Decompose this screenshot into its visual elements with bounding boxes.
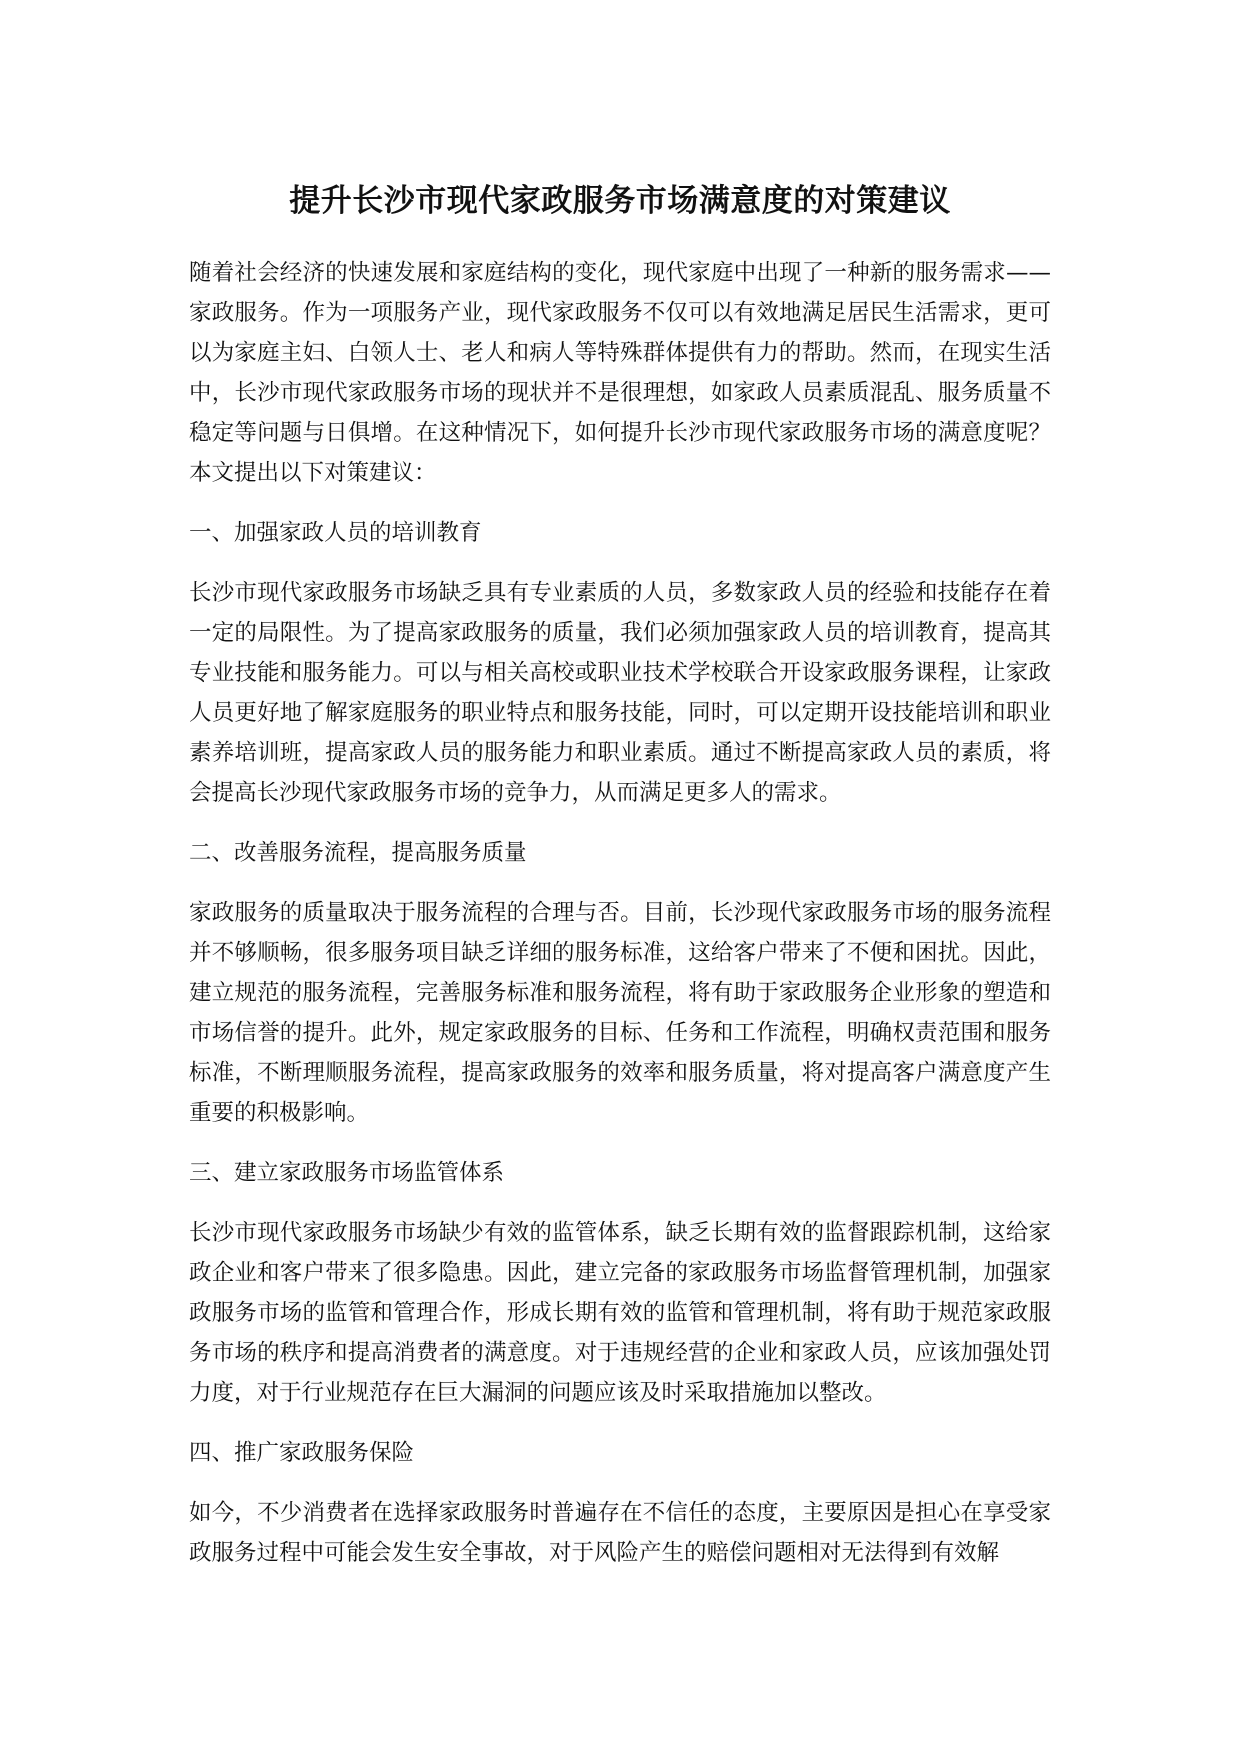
section-heading-3: 三、建立家政服务市场监管体系 [189, 1160, 505, 1186]
document-title: 提升长沙市现代家政服务市场满意度的对策建议 [289, 183, 951, 219]
section-heading-1: 一、加强家政人员的培训教育 [189, 520, 482, 546]
section-heading-4: 四、推广家政服务保险 [189, 1440, 415, 1466]
section-paragraph-3: 长沙市现代家政服务市场缺少有效的监管体系，缺乏长期有效的监督跟踪机制，这给家政企业和客户带来了很多隐患。因此，建立完备的家政服务市场监督管理机制，加强家政服务市场的监管和管理合作，形成长期有效的监管和管理机制，将有助于规范家政服务市场的秩序和提高消费者的满意度。对于违规经营的企业和家政人员，应该加强处罚力度，对于行业规范存在巨大漏洞的问题应该及时采取措施加以整改。 [189, 1220, 1051, 1406]
section-paragraph-1: 长沙市现代家政服务市场缺乏具有专业素质的人员，多数家政人员的经验和技能存在着一定的局限性。为了提高家政服务的质量，我们必须加强家政人员的培训教育，提高其专业技能和服务能力。可以与相关高校或职业技术学校联合开设家政服务课程，让家政人员更好地了解家庭服务的职业特点和服务技能，同时，可以定期开设技能培训和职业素养培训班，提高家政人员的服务能力和职业素质。通过不断提高家政人员的素质，将会提高长沙现代家政服务市场的竞争力，从而满足更多人的需求。 [189, 580, 1051, 806]
section-heading-2: 二、改善服务流程，提高服务质量 [189, 840, 527, 866]
document-body [189, 253, 1051, 1593]
section-paragraph-2: 家政服务的质量取决于服务流程的合理与否。目前，长沙现代家政服务市场的服务流程并不够顺畅，很多服务项目缺乏详细的服务标准，这给客户带来了不便和困扰。因此，建立规范的服务流程，完善服务标准和服务流程，将有助于家政服务企业形象的塑造和市场信誉的提升。此外，规定家政服务的目标、任务和工作流程，明确权责范围和服务标准，不断理顺服务流程，提高家政服务的效率和服务质量，将对提高客户满意度产生重要的积极影响。 [189, 900, 1051, 1126]
section-paragraph-4: 如今，不少消费者在选择家政服务时普遍存在不信任的态度，主要原因是担心在享受家政服务过程中可能会发生安全事故，对于风险产生的赔偿问题相对无法得到有效解 [189, 1500, 1051, 1566]
intro-paragraph: 随着社会经济的快速发展和家庭结构的变化，现代家庭中出现了一种新的服务需求——家政服务。作为一项服务产业，现代家政服务不仅可以有效地满足居民生活需求，更可以为家庭主妇、白领人士、老人和病人等特殊群体提供有力的帮助。然而，在现实生活中，长沙市现代家政服务市场的现状并不是很理想，如家政人员素质混乱、服务质量不稳定等问题与日俱增。在这种情况下，如何提升长沙市现代家政服务市场的满意度呢？本文提出以下对策建议： [189, 260, 1051, 486]
